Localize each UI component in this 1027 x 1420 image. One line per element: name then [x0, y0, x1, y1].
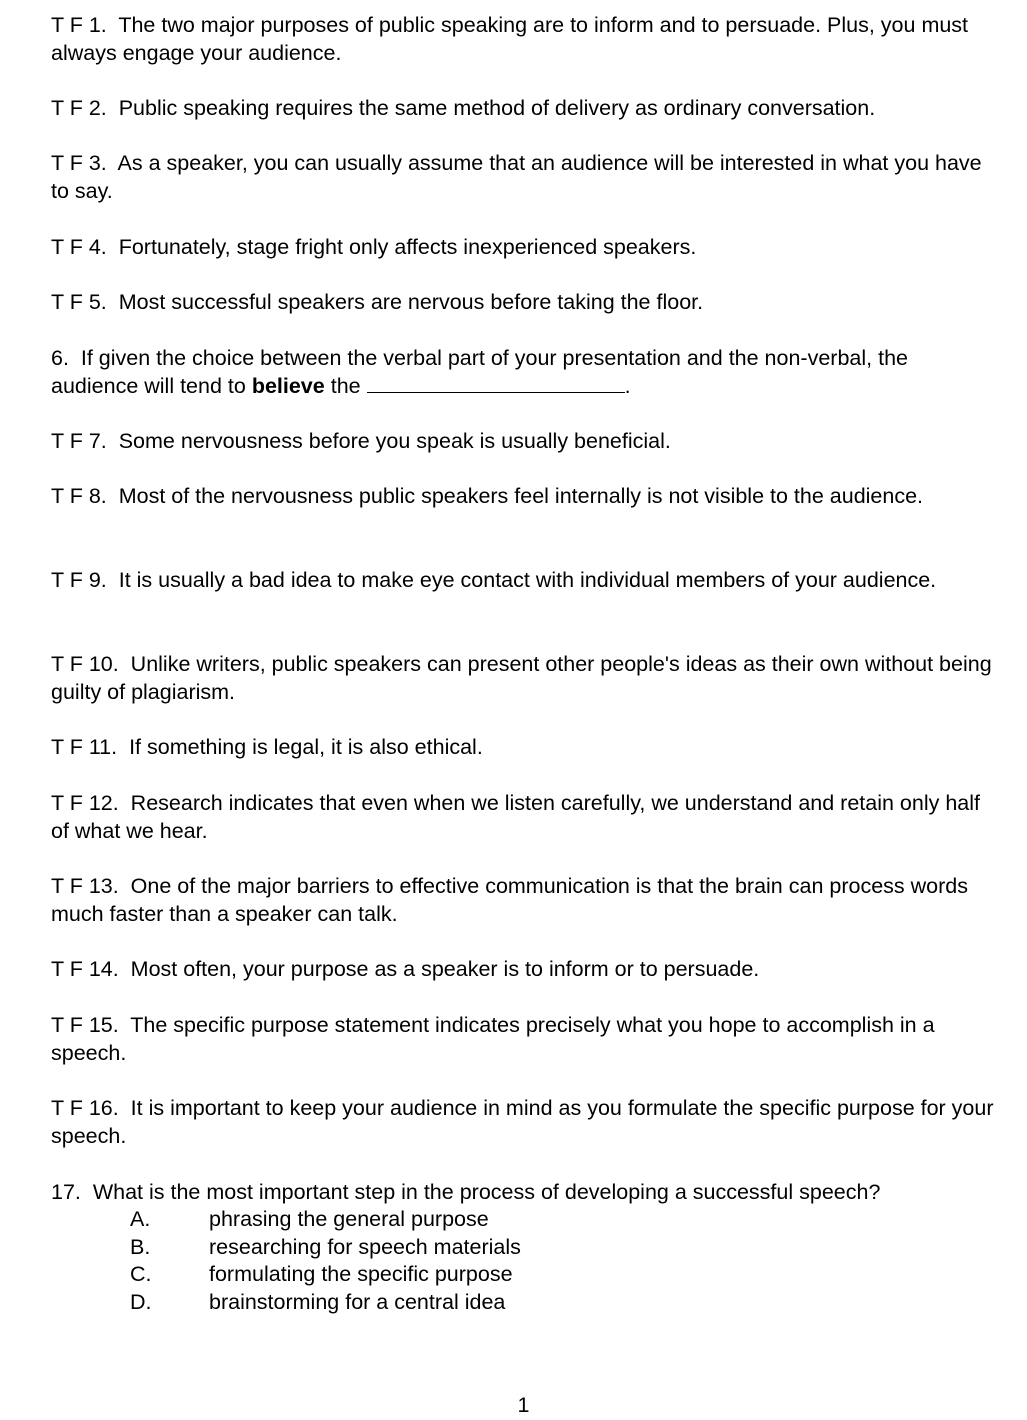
question-text: Most of the nervousness public speakers feel internally is not visible to the audience.: [118, 484, 924, 508]
choice-text: phrasing the general purpose: [209, 1207, 489, 1231]
question-15: [51, 1012, 1001, 1067]
question-text: As a speaker, you can usually assume that an audience will be interested in what you have to say.: [51, 151, 982, 203]
answer-blank[interactable]: [367, 374, 625, 393]
choice-letter: D.: [130, 1289, 152, 1314]
question-text: It is usually a bad idea to make eye contact with individual members of your audience.: [118, 568, 937, 592]
question-text: Some nervousness before you speak is usually beneficial.: [118, 429, 671, 453]
choice-letter: B.: [130, 1234, 151, 1259]
question-2: [51, 95, 1001, 123]
question-text: What is the most important step in the process of developing a successful speech?: [92, 1180, 881, 1204]
question-9: [51, 567, 1001, 595]
question-8: [51, 483, 1001, 511]
question-end: .: [624, 373, 631, 398]
question-11: [51, 734, 1001, 762]
question-text: Public speaking requires the same method of delivery as ordinary conversation.: [118, 96, 876, 120]
question-12: [51, 790, 1001, 845]
question-14: [51, 956, 1001, 984]
question-4: [51, 234, 1001, 262]
question-text: The specific purpose statement indicates precisely what you hope to accomplish in a speech.: [51, 1013, 935, 1065]
question-text: It is important to keep your audience in mind as you formulate the specific purpose for your speech.: [51, 1096, 994, 1148]
question-17-choices: [130, 1206, 730, 1316]
question-text-after: the: [330, 373, 361, 398]
question-prefix: T F 10.: [51, 652, 119, 676]
question-16: [51, 1095, 1001, 1150]
question-prefix: T F 7.: [51, 429, 107, 453]
page-number: 1: [517, 1393, 530, 1417]
question-prefix: T F 16.: [51, 1096, 119, 1120]
question-text: One of the major barriers to effective communication is that the brain can process words much faster than a speaker can talk.: [51, 874, 968, 926]
choice-letter: A.: [130, 1207, 151, 1231]
question-text: Research indicates that even when we listen carefully, we understand and retain only half of what we hear.: [51, 791, 981, 843]
question-prefix: T F 8.: [51, 484, 107, 508]
question-7: [51, 428, 1001, 456]
question-bold-word: believe: [251, 373, 325, 398]
question-prefix: T F 15.: [51, 1013, 119, 1037]
choice-c[interactable]: [130, 1261, 730, 1289]
question-prefix: T F 5.: [51, 290, 107, 314]
question-13: [51, 873, 1001, 928]
question-text: The two major purposes of public speaking are to inform and to persuade. Plus, you must always engage your audience.: [51, 13, 969, 65]
choice-text: formulating the specific purpose: [209, 1262, 513, 1286]
question-prefix: T F 13.: [51, 874, 119, 898]
choice-letter: C.: [130, 1262, 152, 1286]
question-text: Most often, your purpose as a speaker is to inform or to persuade.: [130, 957, 760, 981]
question-prefix: 6.: [51, 346, 69, 370]
question-prefix: T F 3.: [51, 151, 107, 175]
question-6: [51, 345, 1001, 400]
question-text: If something is legal, it is also ethical.: [129, 735, 483, 759]
choice-d[interactable]: [130, 1289, 730, 1317]
question-3: [51, 150, 1001, 205]
question-text: If given the choice between the verbal part of your presentation and the non-verbal, the audience will tend to: [51, 346, 908, 398]
choice-text: researching for speech materials: [209, 1234, 521, 1259]
question-text: Fortunately, stage fright only affects inexperienced speakers.: [118, 235, 697, 259]
choice-text: brainstorming for a central idea: [209, 1289, 506, 1314]
question-5: [51, 289, 1001, 317]
question-text: Most successful speakers are nervous before taking the floor.: [118, 290, 704, 314]
question-prefix: T F 11.: [51, 735, 118, 759]
question-text: Unlike writers, public speakers can present other people's ideas as their own without being guilty of plagiarism.: [51, 652, 992, 704]
choice-b[interactable]: [130, 1234, 730, 1262]
question-prefix: 17.: [51, 1180, 81, 1204]
question-prefix: T F 1.: [51, 13, 107, 37]
question-prefix: T F 9.: [51, 568, 107, 592]
question-1: [51, 12, 1001, 67]
choice-a[interactable]: [130, 1206, 730, 1234]
question-10: [51, 651, 1001, 706]
question-prefix: T F 2.: [51, 96, 107, 120]
question-prefix: T F 14.: [51, 957, 119, 981]
question-17: [51, 1179, 1001, 1207]
question-prefix: T F 4.: [51, 235, 107, 259]
question-prefix: T F 12.: [51, 791, 119, 815]
